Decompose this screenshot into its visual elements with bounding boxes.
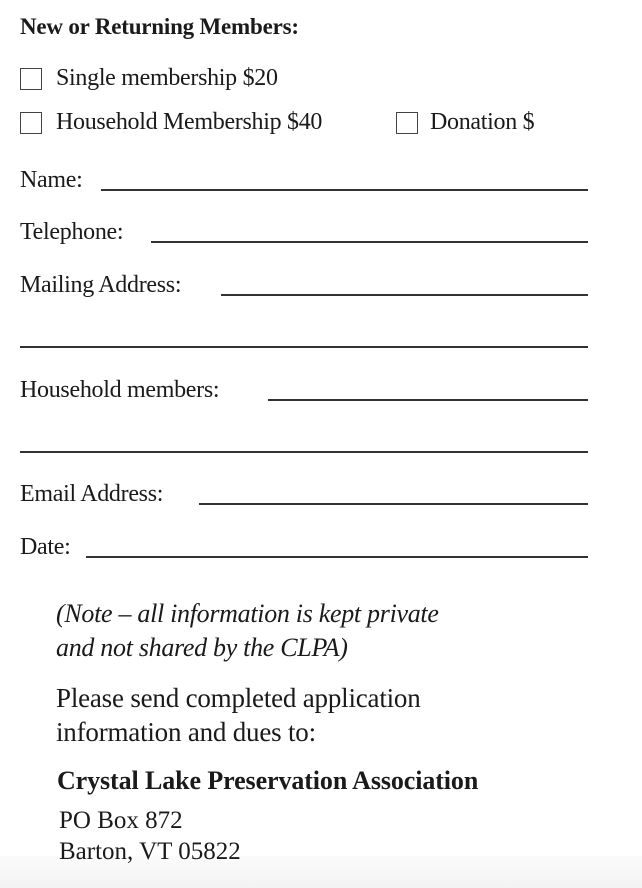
- email-field[interactable]: [199, 478, 592, 506]
- mailing-address-field[interactable]: [221, 269, 592, 297]
- privacy-note-line1: (Note – all information is kept private: [56, 599, 439, 628]
- option-household-membership[interactable]: [20, 109, 322, 136]
- donation-label: Donation $: [430, 109, 535, 135]
- address-line2: Barton, VT 05822: [59, 838, 241, 865]
- telephone-underline: [151, 241, 588, 243]
- instructions-line1: Please send completed application: [56, 683, 421, 713]
- date-underline: [86, 556, 588, 558]
- address-line1: PO Box 872: [59, 807, 183, 834]
- household-members-field[interactable]: [268, 374, 592, 402]
- mailing-address-underline: [221, 294, 588, 296]
- mailing-address-line2-underline: [20, 346, 588, 348]
- email-label: Email Address:: [20, 481, 164, 507]
- name-field[interactable]: [101, 164, 592, 192]
- mailing-address-label: Mailing Address:: [20, 272, 182, 298]
- mailing-address-line2-field[interactable]: [20, 321, 592, 349]
- option-single-membership[interactable]: [20, 65, 278, 92]
- household-members-line2-field[interactable]: [20, 426, 592, 454]
- household-membership-checkbox[interactable]: [20, 112, 42, 134]
- telephone-label: Telephone:: [20, 219, 124, 245]
- name-underline: [101, 189, 588, 191]
- instructions-line2: information and dues to:: [56, 717, 316, 747]
- privacy-note-line2: and not shared by the CLPA): [56, 633, 348, 662]
- donation-checkbox[interactable]: [396, 112, 418, 134]
- form-heading: New or Returning Members:: [20, 14, 299, 39]
- option-donation[interactable]: [396, 109, 534, 136]
- household-members-label: Household members:: [20, 377, 220, 403]
- household-members-line2-underline: [20, 451, 588, 453]
- date-label: Date:: [20, 534, 71, 560]
- organization-name: Crystal Lake Preservation Association: [57, 766, 479, 795]
- email-underline: [199, 503, 588, 505]
- date-field[interactable]: [86, 531, 592, 559]
- single-membership-checkbox[interactable]: [20, 68, 42, 90]
- name-label: Name:: [20, 167, 83, 193]
- single-membership-label: Single membership $20: [56, 65, 278, 91]
- household-membership-label: Household Membership $40: [56, 109, 323, 135]
- telephone-field[interactable]: [151, 216, 592, 244]
- household-members-underline: [268, 399, 588, 401]
